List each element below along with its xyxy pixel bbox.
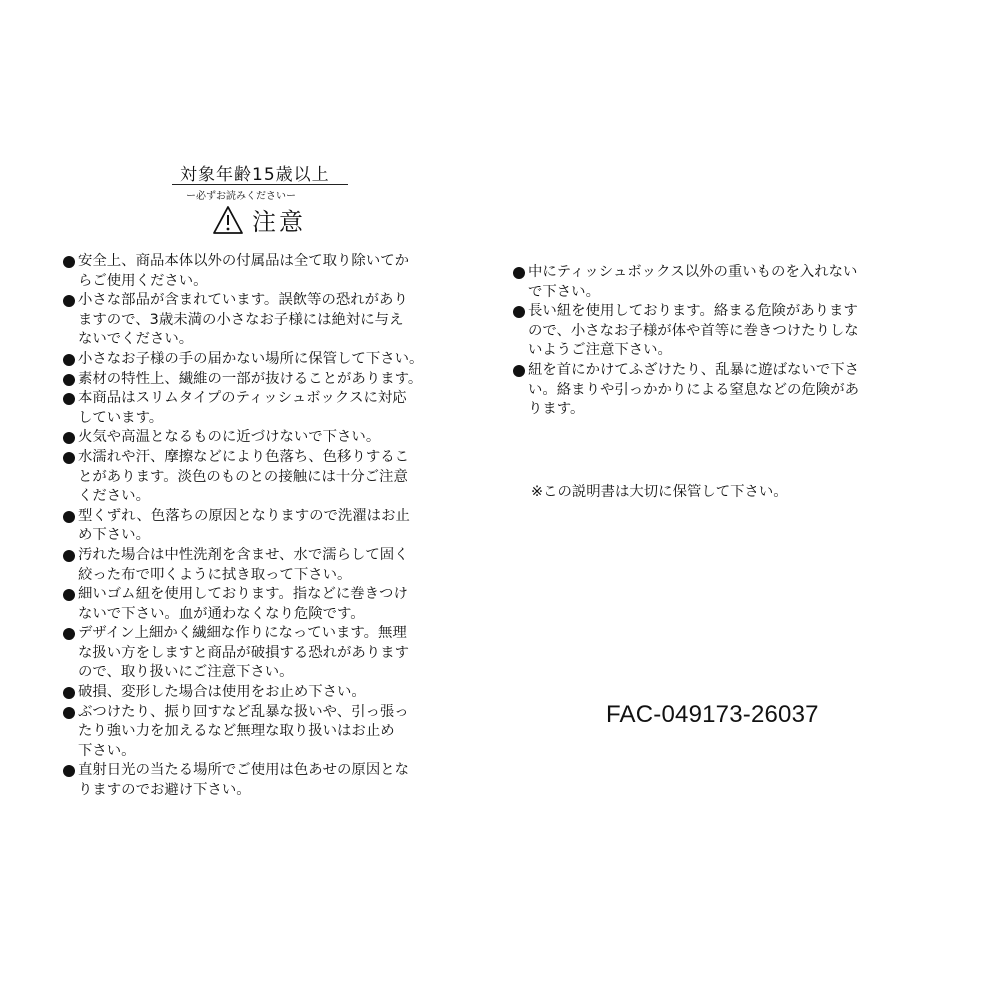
bullet-icon [63, 432, 75, 444]
bullet-icon [63, 511, 75, 523]
caution-item: 素材の特性上、繊維の一部が抜けることがあります。 [63, 370, 483, 390]
caution-list-right [513, 263, 933, 420]
caution-item: 直射日光の当たる場所でご使用は色あせの原因とな りますのでお避け下さい。 [63, 761, 483, 800]
caution-item: 小さなお子様の手の届かない場所に保管して下さい。 [63, 350, 483, 370]
bullet-icon [513, 365, 525, 377]
bullet-icon [63, 295, 75, 307]
bullet-icon [63, 589, 75, 601]
caution-item: デザイン上細かく繊細な作りになっています。無理 な扱い方をしますと商品が破損する恐れがあります ので、取り扱いにご注意下さい。 [63, 624, 483, 683]
target-age-notice: 対象年齢15歳以上 [180, 165, 330, 185]
bullet-icon [63, 550, 75, 562]
caution-title: 注意 [252, 208, 306, 236]
caution-item: 汚れた場合は中性洗剤を含ませ、水で濡らして固く 絞った布で叩くように拭き取って下さい。 [63, 546, 483, 585]
caution-item: 長い紐を使用しております。絡まる危険があります ので、小さなお子様が体や首等に巻きつけたりしな いようご注意下さい。 [513, 302, 933, 361]
caution-item: 本商品はスリムタイプのティッシュボックスに対応 しています。 [63, 389, 483, 428]
bullet-icon [513, 306, 525, 318]
bullet-icon [63, 765, 75, 777]
bullet-icon [63, 393, 75, 405]
caution-item: 中にティッシュボックス以外の重いものを入れない で下さい。 [513, 263, 933, 302]
header-rule [172, 184, 348, 185]
caution-item: ぶつけたり、振り回すなど乱暴な扱いや、引っ張っ たり強い力を加えるなど無理な取り扱いはお止め 下さい。 [63, 703, 483, 762]
bullet-icon [63, 374, 75, 386]
caution-item: 紐を首にかけてふざけたり、乱暴に遊ばないで下さ い。絡まりや引っかかりによる窒息などの危険があ ります。 [513, 361, 933, 420]
caution-list-left [63, 252, 483, 801]
warning-triangle-icon [212, 205, 244, 235]
caution-heading [212, 202, 306, 237]
caution-item: 安全上、商品本体以外の付属品は全て取り除いてか らご使用ください。 [63, 252, 483, 291]
bullet-icon [63, 707, 75, 719]
caution-item: 小さな部品が含まれています。誤飲等の恐れがあり ますので、3歳未満の小さなお子様には絶対に与え ないでください。 [63, 291, 483, 350]
bullet-icon [63, 452, 75, 464]
bullet-icon [63, 687, 75, 699]
caution-item: 型くずれ、色落ちの原因となりますので洗濯はお止 め下さい。 [63, 507, 483, 546]
bullet-icon [63, 354, 75, 366]
product-code: FAC-049173-26037 [606, 701, 819, 728]
bullet-icon [513, 267, 525, 279]
must-read-note: ー必ずお読みくださいー [186, 191, 296, 202]
caution-item: 細いゴム紐を使用しております。指などに巻きつけ ないで下さい。血が通わなくなり危険です。 [63, 585, 483, 624]
bullet-icon [63, 256, 75, 268]
caution-item: 火気や高温となるものに近づけないで下さい。 [63, 428, 483, 448]
caution-item: 水濡れや汗、摩擦などにより色落ち、色移りするこ とがあります。淡色のものとの接触には十分ご注意 ください。 [63, 448, 483, 507]
bullet-icon [63, 628, 75, 640]
keep-instructions-note: ※この説明書は大切に保管して下さい。 [531, 484, 788, 500]
caution-item: 破損、変形した場合は使用をお止め下さい。 [63, 683, 483, 703]
